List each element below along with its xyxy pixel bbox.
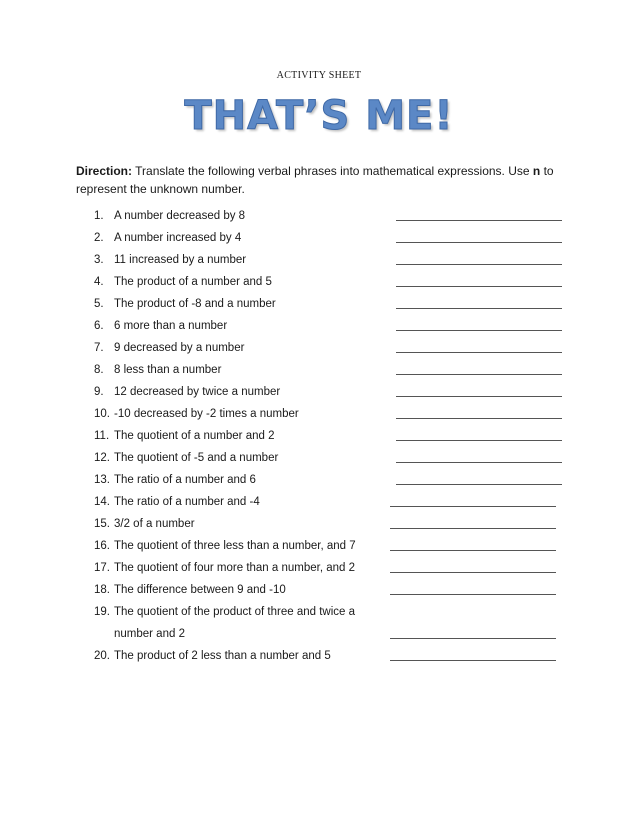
item-text: The quotient of three less than a number, and 7: [114, 540, 356, 552]
list-item: [94, 557, 574, 579]
list-item: [94, 513, 574, 535]
answer-blank[interactable]: [396, 242, 562, 243]
answer-blank[interactable]: [396, 352, 562, 353]
answer-blank[interactable]: [396, 286, 562, 287]
item-text: A number increased by 4: [114, 232, 242, 244]
list-item: [94, 601, 574, 645]
item-number: 15.: [94, 518, 110, 530]
item-number: 3.: [94, 254, 104, 266]
exercise-list: [94, 205, 574, 667]
item-number: 20.: [94, 650, 110, 662]
list-item: [94, 645, 574, 667]
list-item: [94, 337, 574, 359]
answer-blank[interactable]: [396, 462, 562, 463]
item-number: 2.: [94, 232, 104, 244]
list-item: [94, 425, 574, 447]
direction-variable: n: [532, 164, 541, 178]
list-item: [94, 381, 574, 403]
item-text: 3/2 of a number: [114, 518, 195, 530]
item-number: 13.: [94, 474, 110, 486]
list-item: [94, 447, 574, 469]
sheet-heading: ACTIVITY SHEET: [276, 70, 362, 81]
item-number: 11.: [94, 430, 110, 442]
item-number: 8.: [94, 364, 104, 376]
item-text: The quotient of four more than a number, and 2: [114, 562, 356, 574]
answer-blank[interactable]: [396, 396, 562, 397]
item-text: A number decreased by 8: [114, 210, 246, 222]
item-number: 4.: [94, 276, 104, 288]
item-text: -10 decreased by -2 times a number: [114, 408, 299, 420]
item-text: The difference between 9 and -10: [114, 584, 286, 596]
answer-blank[interactable]: [396, 484, 562, 485]
list-item: [94, 205, 574, 227]
item-number: 10.: [94, 408, 110, 420]
item-text: The ratio of a number and 6: [114, 474, 256, 486]
answer-blank[interactable]: [396, 440, 562, 441]
answer-blank[interactable]: [390, 594, 556, 595]
answer-blank[interactable]: [390, 572, 556, 573]
item-text: The quotient of the product of three and twice a number and 2: [114, 606, 356, 640]
list-item: [94, 535, 574, 557]
list-item: [94, 315, 574, 337]
item-text: 12 decreased by twice a number: [114, 386, 281, 398]
item-number: 19.: [94, 606, 110, 618]
answer-blank[interactable]: [396, 264, 562, 265]
item-number: 18.: [94, 584, 110, 596]
item-number: 17.: [94, 562, 110, 574]
list-item: [94, 403, 574, 425]
item-number: 9.: [94, 386, 104, 398]
item-number: 7.: [94, 342, 104, 354]
list-item: [94, 579, 574, 601]
item-number: 5.: [94, 298, 104, 310]
list-item: [94, 271, 574, 293]
item-text: The quotient of a number and 2: [114, 430, 275, 442]
item-text: 6 more than a number: [114, 320, 228, 332]
direction-text-before: Translate the following verbal phrases into mathematical expressions. Use: [132, 164, 533, 178]
answer-blank[interactable]: [390, 506, 556, 507]
answer-blank[interactable]: [390, 550, 556, 551]
item-text: The product of 2 less than a number and 5: [114, 650, 331, 662]
answer-blank[interactable]: [396, 330, 562, 331]
item-text: 9 decreased by a number: [114, 342, 245, 354]
answer-blank[interactable]: [390, 638, 556, 639]
page-title: THAT’S ME!: [184, 93, 454, 139]
item-text: The ratio of a number and -4: [114, 496, 260, 508]
list-item: [94, 249, 574, 271]
item-number: 16.: [94, 540, 110, 552]
list-item: [94, 359, 574, 381]
item-text: 8 less than a number: [114, 364, 222, 376]
answer-blank[interactable]: [396, 220, 562, 221]
item-text: The product of a number and 5: [114, 276, 272, 288]
item-number: 1.: [94, 210, 104, 222]
answer-blank[interactable]: [396, 418, 562, 419]
item-number: 12.: [94, 452, 110, 464]
direction-paragraph: [76, 162, 566, 198]
answer-blank[interactable]: [390, 660, 556, 661]
item-number: 14.: [94, 496, 110, 508]
item-text: The product of -8 and a number: [114, 298, 276, 310]
list-item: [94, 469, 574, 491]
list-item: [94, 293, 574, 315]
answer-blank[interactable]: [396, 308, 562, 309]
item-number: 6.: [94, 320, 104, 332]
item-text: The quotient of -5 and a number: [114, 452, 279, 464]
item-text: 11 increased by a number: [114, 254, 247, 266]
direction-label: Direction:: [76, 164, 133, 178]
answer-blank[interactable]: [390, 528, 556, 529]
direction-text-after: to represent the unknown number.: [76, 164, 554, 196]
list-item: [94, 227, 574, 249]
answer-blank[interactable]: [396, 374, 562, 375]
list-item: [94, 491, 574, 513]
